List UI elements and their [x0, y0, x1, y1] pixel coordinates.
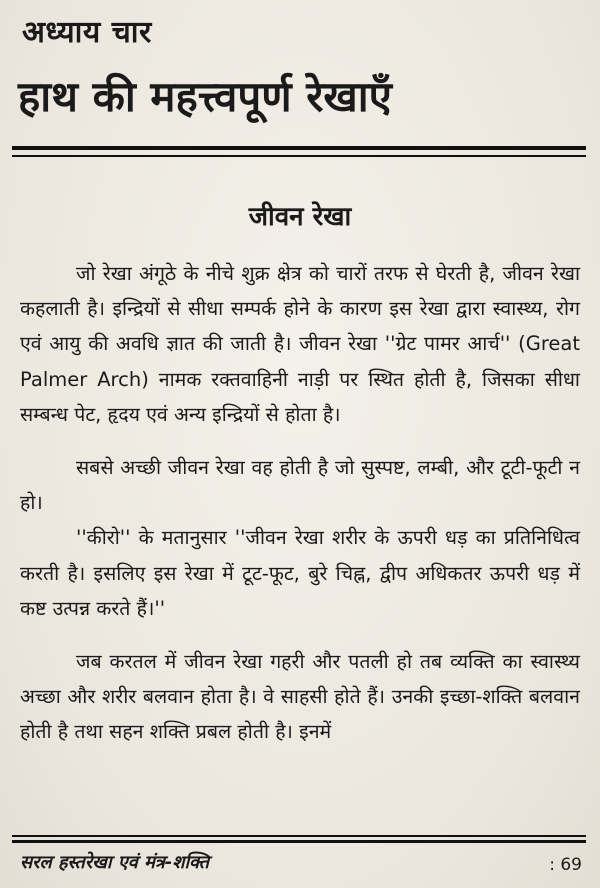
header-rule-thick	[12, 146, 586, 150]
paragraph-4: जब करतल में जीवन रेखा गहरी और पतली हो तब व्यक्ति का स्वास्थ्य अच्छा और शरीर बलवान होता है। वे साहसी होते हैं। उनकी इच्छा-शक्ति बलवान होती है तथा सहन शक्ति प्रबल होती है। इनमें	[20, 650, 580, 744]
paragraph-1: जो रेखा अंगूठे के नीचे शुक्र क्षेत्र को चारों तरफ से घेरती है, जीवन रेखा कहलाती है। इन्द्रियों से सीधा सम्पर्क होने के कारण इस रेखा द्वारा स्वास्थ्य, रोग एवं आयु की अवधि ज्ञात की जाती है। जीवन रेखा ''ग्रेट पामर आर्च'' (Great Palmer Arch) नामक रक्तवाहिनी नाड़ी पर स्थित होती है, जिसका सीधा सम्बन्ध पेट, हृदय एवं अन्य इन्द्रियों से होता है।	[20, 262, 580, 426]
section-heading: जीवन रेखा	[248, 202, 352, 232]
page-number: : 69	[549, 855, 582, 875]
chapter-title: हाथ की महत्त्वपूर्ण रेखाएँ	[18, 72, 392, 121]
footer-rule-thin	[12, 835, 586, 837]
chapter-label: अध्याय चार	[22, 15, 152, 50]
paragraph-3: ''कीरो'' के मतानुसार ''जीवन रेखा शरीर के ऊपरी धड़ का प्रतिनिधित्व करती है। इसलिए इस रेखा में टूट-फूट, बुरे चिह्न, द्वीप अधिकतर ऊपरी धड़ में कष्ट उत्पन्न करते हैं।''	[20, 526, 580, 620]
paragraph-2: सबसे अच्छी जीवन रेखा वह होती है जो सुस्पष्ट, लम्बी, और टूटी-फूटी न हो।	[20, 456, 580, 515]
footer-rule-thick	[12, 840, 586, 843]
footer-book-title: सरल हस्तरेखा एवं मंत्र-शक्ति	[20, 852, 210, 873]
body-text	[20, 256, 580, 750]
header-rule-thin	[12, 155, 586, 157]
